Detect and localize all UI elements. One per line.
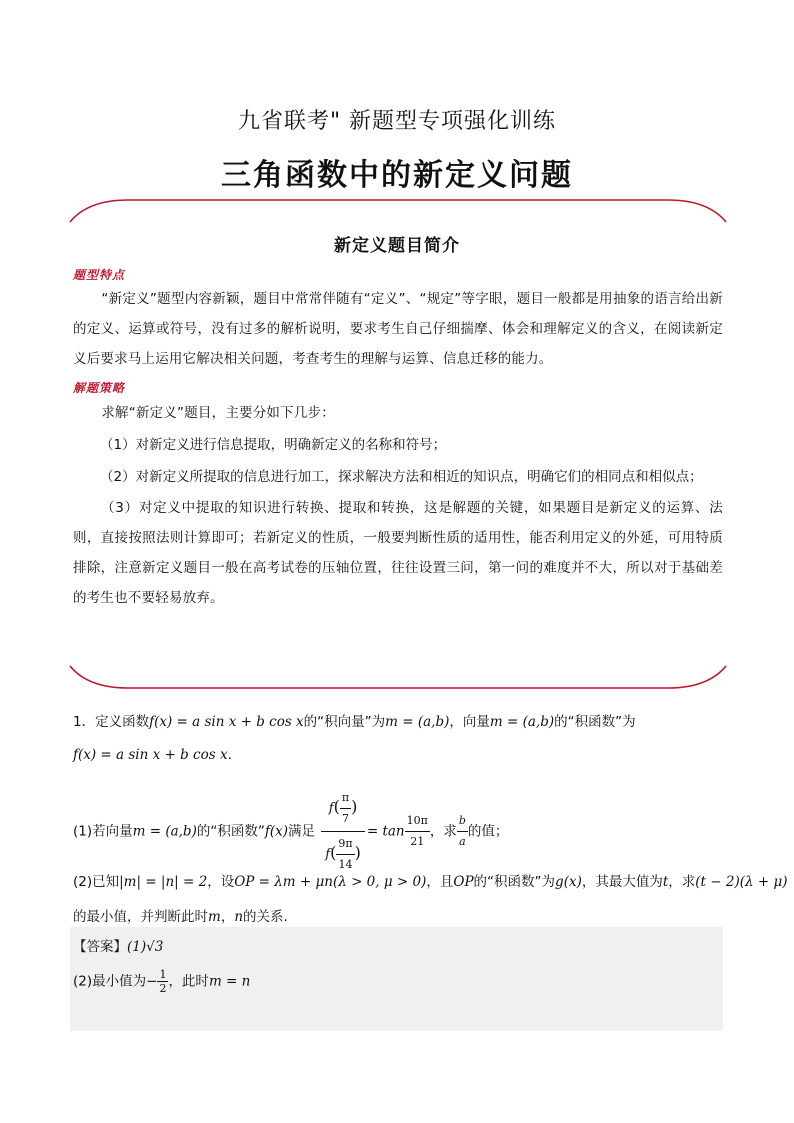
p2-t: t	[662, 874, 669, 890]
strategy-step-3: （3）对定义中提取的知识进行转换、提取和转换，这是解题的关键，如果题目是新定义的运算、法则，直接按照法则计算即可；若新定义的性质，一般要判断性质的适用性，能否利用定义的外延，可用特质排除，注意新定义题目一般在高考试卷的压轴位置，往往设置三问，第一问的难度并不大，所以对于基础差的考生也不要轻易放弃。	[73, 500, 723, 606]
p2-prefix: (2)已知	[73, 874, 120, 890]
p1-ask: ，求	[429, 823, 457, 840]
strategy-step-1: （1）对新定义进行信息提取，明确新定义的名称和符号；	[100, 437, 447, 453]
intro-heading: 新定义题目简介	[334, 236, 460, 256]
p1-den-frac-n: 9π	[336, 834, 354, 855]
strategy-intro: 求解“新定义”题目，主要分如下几步：	[101, 405, 335, 421]
q1-function: f(x) = a sin x + b cos x	[149, 714, 304, 730]
p2-text-4: ，其最大值为	[581, 874, 663, 890]
intro-frame-top	[68, 198, 728, 224]
p1-tan-d: 21	[410, 835, 425, 848]
feature-text: “新定义”题型内容新颖，题目中常常伴随有“定义”、“规定”等字眼，题目一般都是用抽象的语言给出新的定义、运算或符号，没有过多的解析说明，要求考生自己仔细揣摩、体会和理解定义的含义，在阅读新定义后要求马上运用它解决相关问题，考查考生的理解与运算、信息迁移的能力。	[73, 291, 723, 367]
p1-a: a	[459, 835, 466, 848]
p2-g: g(x)	[555, 874, 582, 890]
part-2	[73, 870, 787, 890]
p1-tan-n: 10π	[405, 811, 430, 832]
p1-num-frac-n: π	[340, 788, 351, 809]
p1-ratio-fraction: f( $\frac{\pi}{7}$ ) f( $\frac{9\pi}{14}$ )	[321, 786, 365, 877]
answer-label: 【答案】	[73, 939, 127, 955]
part-1	[73, 786, 508, 877]
p2-text-2: ，且	[426, 874, 454, 890]
p1-tan-fraction	[405, 811, 430, 852]
q1-end: .	[227, 747, 232, 763]
q1-prefix: 1．定义函数	[73, 714, 150, 730]
answer-2-frac-n: 1	[159, 968, 167, 981]
p1-den-frac-d: 14	[338, 858, 353, 871]
feature-label: 题型特点	[73, 268, 126, 282]
answer-2-fraction	[157, 968, 168, 995]
page-subtitle: 九省联考" 新题型专项强化训练	[237, 109, 557, 134]
p1-text: 的“积函数”	[196, 823, 265, 840]
p2-text-1: ，设	[207, 874, 235, 890]
p1-fx: f(x)	[264, 823, 288, 840]
p2-n: n	[234, 909, 244, 925]
p1-eq: = tan	[366, 823, 405, 840]
answer-line-2	[73, 968, 250, 995]
question-stem-line2	[73, 747, 232, 763]
p2-end: 的关系．	[243, 909, 298, 925]
answer-2-minus: −	[146, 973, 158, 990]
p1-vector: m = (a,b)	[132, 823, 197, 840]
p1-tail: 的值；	[467, 823, 509, 840]
answer-1: (1)√3	[127, 939, 164, 955]
answer-2-relation: m = n	[208, 973, 251, 990]
p1-den-f: f	[325, 847, 331, 862]
q1-text-3: 的“积函数”为	[554, 714, 636, 730]
q1-text-1: 的“积向量”为	[303, 714, 386, 730]
answer-2-suffix: ，此时	[168, 973, 209, 990]
q1-text-2: ，向量	[449, 714, 490, 730]
p1-ba-fraction	[457, 811, 468, 852]
p1-num-f: f	[328, 801, 334, 816]
q1-vector: m = (a,b)	[385, 714, 450, 730]
p2-text-3: 的“积函数”为	[473, 874, 556, 890]
strategy-label: 解题策略	[73, 381, 126, 395]
answer-2-frac-d: 2	[159, 982, 167, 995]
p2-text-5: ，求	[668, 874, 696, 890]
strategy-step-2: （2）对新定义所提取的信息进行加工，探求解决方法和相近的知识点，明确它们的相同点和相似点；	[100, 469, 703, 485]
page-title: 三角函数中的新定义问题	[221, 158, 573, 193]
p2-m: m	[208, 909, 221, 925]
part-2-line2	[73, 905, 297, 925]
p2-line2: 的最小值，并判断此时	[73, 909, 208, 925]
p1-prefix: (1)若向量	[73, 823, 133, 840]
intro-frame-bottom	[68, 664, 728, 690]
answer-2-prefix: (2)最小值为	[73, 973, 147, 990]
q1-vector-2: m = (a,b)	[489, 714, 555, 730]
q1-function-2: f(x) = a sin x + b cos x	[73, 747, 228, 763]
p1-b: b	[457, 811, 468, 832]
p1-satisfy: 满足	[288, 823, 315, 840]
p2-op: OP = λm + μn(λ > 0, μ > 0)	[234, 874, 427, 890]
p2-comma: ，	[220, 909, 235, 925]
answer-line-1	[73, 935, 163, 955]
question-stem	[73, 710, 636, 730]
p2-op-2: OP	[453, 874, 474, 890]
p2-expr: (t − 2)(λ + μ)	[695, 874, 788, 890]
p2-cond: |m| = |n| = 2	[119, 874, 208, 890]
p1-num-frac-d: 7	[341, 812, 349, 825]
